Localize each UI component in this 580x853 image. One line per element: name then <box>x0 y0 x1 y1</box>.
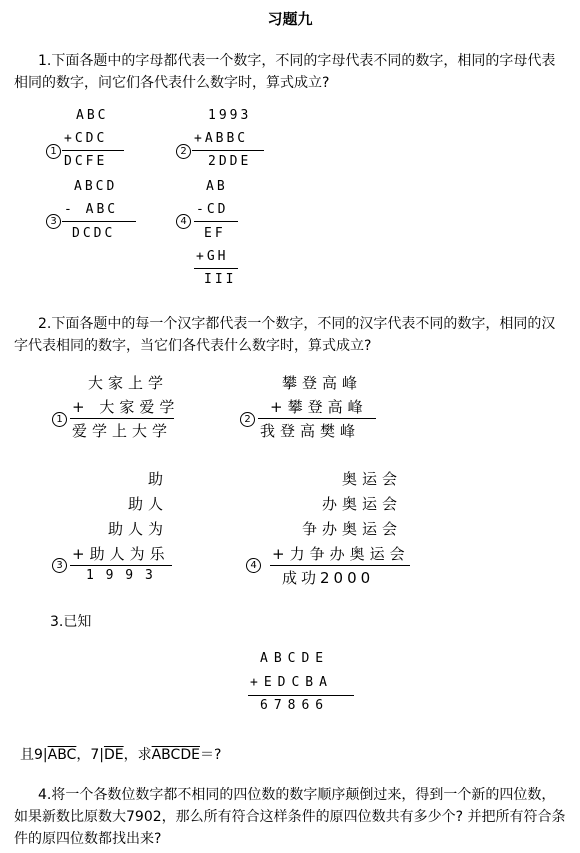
question-3-label: 3.已知 <box>50 614 92 630</box>
q3-row1: ABCDE <box>260 651 330 666</box>
q1-p4-rule-1 <box>194 221 238 222</box>
q2-p3-row2: 助人 <box>128 495 169 513</box>
q2-p2-row3: 我登高樊峰 <box>260 422 361 440</box>
q3-abcde: ABCDE <box>151 747 200 763</box>
q2-p4-row3: 争办奥运会 <box>302 520 403 538</box>
q1-p3-row3: DCDC <box>72 226 116 241</box>
q3-cond-a: 且9| <box>20 747 48 763</box>
q2-p2-rule <box>258 418 376 419</box>
q1-p2-row1: 1993 <box>208 108 252 123</box>
q2-p1-rule <box>70 418 174 419</box>
question-1-text: 1.下面各题中的字母都代表一个数字，不同的字母代表不同的数字，相同的字母代表相同的数字，问它们各代表什么数字时，算式成立? <box>14 53 556 91</box>
q3-cond-d: ＝? <box>199 747 222 763</box>
circle-number-2: 2 <box>176 144 191 159</box>
q2-p4-row1: 奥运会 <box>342 470 403 488</box>
q2-p1-row2: + 大家爱学 <box>72 398 180 416</box>
q3-abc: $\overline{ABC}$ <box>47 747 77 763</box>
circle-number-2: 2 <box>240 412 255 427</box>
circle-number-1: 1 <box>52 412 67 427</box>
q2-p1-row1: 大家上学 <box>88 374 169 392</box>
q2-p4-row4: +力争办奥运会 <box>272 545 410 563</box>
q2-p4-rule <box>270 565 410 566</box>
question-4-text: 4.将一个各数位数字都不相同的四位数的数字顺序颠倒过来，得到一个新的四位数，如果新数比原数大7902，那么所有符合这样条件的原四位数共有多少个? 并把所有符合条件的原四位数都找出来? <box>14 787 566 847</box>
q2-p3-row4: +助人为乐 <box>72 545 170 563</box>
circle-number-3: 3 <box>46 214 61 229</box>
circle-number-1: 1 <box>46 144 61 159</box>
q3-row3: 67866 <box>260 698 330 713</box>
q1-p4-row5: III <box>204 272 237 287</box>
q1-p1-rule <box>62 150 124 151</box>
circle-number-4: 4 <box>176 214 191 229</box>
q1-p3-row2: - ABC <box>64 202 119 217</box>
q3-row2: +EDCBA <box>250 675 333 690</box>
question-2-text: 2.下面各题中的每一个汉字都代表一个数字，不同的汉字代表不同的数字，相同的汉字代表相同的数字，当它们各代表什么数字时，算式成立? <box>14 316 556 354</box>
q2-p3-row3: 助人为 <box>108 520 169 538</box>
q2-p2-row1: 攀登高峰 <box>282 374 363 392</box>
q2-p4-row2: 办奥运会 <box>322 495 403 513</box>
q3-cond-b: ，7| <box>76 747 104 763</box>
q1-p2-rule <box>192 150 264 151</box>
q2-p1-row3: 爱学上大学 <box>72 422 173 440</box>
q3-conditions <box>20 744 221 764</box>
q2-p3-row5: 1 9 9 3 <box>86 568 155 583</box>
q1-p2-row2: +ABBC <box>194 131 249 146</box>
circle-number-4: 4 <box>246 558 261 573</box>
q2-p4-row5: 成功2000 <box>282 569 375 587</box>
q1-p2-row3: 2DDE <box>208 154 252 169</box>
q1-p1-row3: DCFE <box>64 154 108 169</box>
page-title: 习题九 <box>267 10 313 28</box>
q2-p2-row2: +攀登高峰 <box>270 398 368 416</box>
q1-p4-rule-2 <box>194 268 238 269</box>
q2-p3-rule <box>70 565 172 566</box>
q1-p4-row1: AB <box>206 179 228 194</box>
q3-cond-c: ，求 <box>123 747 152 763</box>
q2-p3-row1: 助 <box>148 470 169 488</box>
circle-number-3: 3 <box>52 558 67 573</box>
q1-p3-row1: ABCD <box>74 179 118 194</box>
q1-p4-row2: -CD <box>196 202 229 217</box>
q1-p1-row2: +CDC <box>64 131 108 146</box>
q3-de: $\overline{DE}$ <box>103 747 124 763</box>
q1-p4-row3: EF <box>204 226 226 241</box>
q1-p3-rule <box>62 221 136 222</box>
q1-p1-row1: ABC <box>76 108 109 123</box>
q1-p4-row4: +GH <box>196 249 229 264</box>
q3-rule <box>248 695 354 696</box>
